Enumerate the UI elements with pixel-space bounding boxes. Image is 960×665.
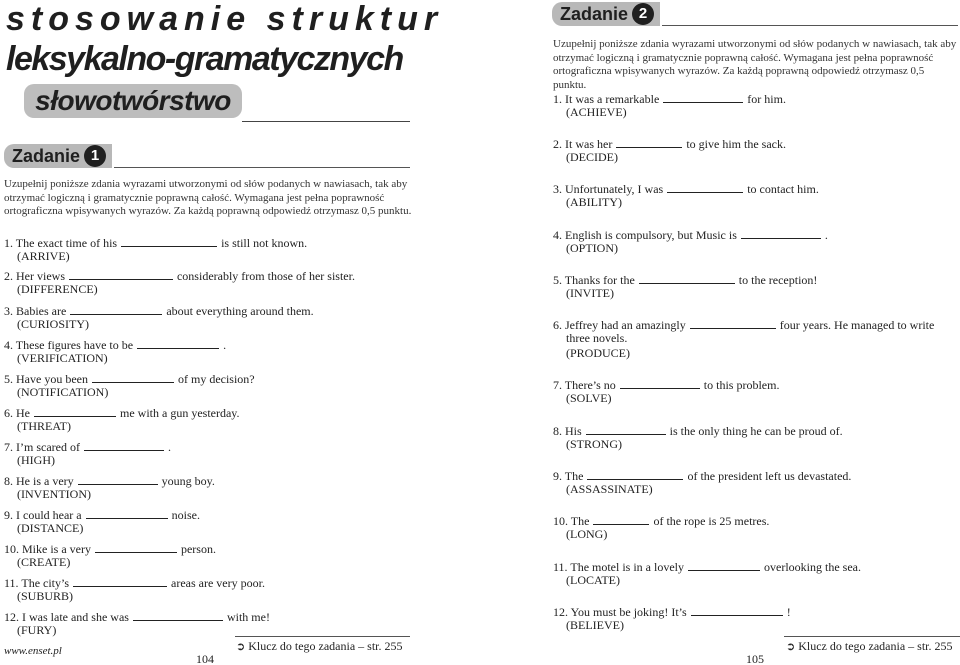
chapter-title-line1: stosowanie struktur	[6, 0, 444, 38]
header-divider	[242, 121, 410, 122]
exercise-hint: (THREAT)	[17, 419, 71, 433]
exercise-item: 2. Her views considerably from those of her sister. (DIFFERENCE)	[4, 269, 355, 296]
footer-divider	[235, 636, 410, 637]
exercise-item: 11. The motel is in a lovely overlooking the sea. (LOCATE)	[553, 560, 861, 587]
answer-blank[interactable]	[95, 543, 177, 553]
answer-blank[interactable]	[69, 270, 173, 280]
exercise-item: 8. His is the only thing he can be proud of. (STRONG)	[553, 424, 843, 451]
exercise-hint: (LOCATE)	[566, 573, 620, 587]
exercise-item: 8. He is a very young boy. (INVENTION)	[4, 474, 215, 501]
exercise-item: 11. The city’s areas are very poor. (SUBURB)	[4, 576, 265, 603]
publisher-website[interactable]: www.enset.pl	[4, 645, 62, 657]
arrow-right-icon: ➲	[236, 640, 246, 653]
exercise-hint: (HIGH)	[17, 453, 55, 467]
answer-blank[interactable]	[84, 441, 164, 451]
exercise-item: 9. I could hear a noise. (DISTANCE)	[4, 508, 200, 535]
task-2-instructions: Uzupełnij poniższe zdania wyrazami utworzonymi od słów podanych w nawiasach, tak aby otrzymać logiczną i gramatycznie poprawną całość. Wymagana jest pełna poprawność ortograficzna wpisywanych wyrazów. Za każdą poprawną odpowiedź otrzymasz 0,5 punktu.	[553, 38, 957, 91]
exercise-item: 5. Thanks for the to the reception! (INVITE)	[553, 273, 818, 300]
exercise-hint: (BELIEVE)	[566, 618, 624, 632]
exercise-item: 5. Have you been of my decision? (NOTIFICATION)	[4, 372, 255, 399]
exercise-hint: (ASSASSINATE)	[566, 482, 653, 496]
page-number: 104	[196, 652, 214, 665]
answer-blank[interactable]	[741, 229, 821, 239]
exercise-item: 12. I was late and she was with me! (FURY)	[4, 610, 270, 637]
exercise-hint: (SUBURB)	[17, 589, 74, 603]
chapter-title-line2: leksykalno-gramatycznych	[6, 40, 403, 78]
answer-blank[interactable]	[667, 183, 743, 193]
exercise-hint: (DIFFERENCE)	[17, 282, 98, 296]
exercise-hint: (DISTANCE)	[17, 521, 84, 535]
answer-key-link[interactable]: ➲ Klucz do tego zadania – str. 255	[236, 639, 403, 653]
answer-blank[interactable]	[587, 470, 683, 480]
answer-blank[interactable]	[73, 577, 167, 587]
exercise-hint: (LONG)	[566, 527, 608, 541]
task-2-divider	[662, 25, 958, 26]
exercise-item: 4. These figures have to be . (VERIFICATION)	[4, 338, 227, 365]
exercise-hint: (FURY)	[17, 623, 57, 637]
answer-blank[interactable]	[34, 407, 116, 417]
answer-blank[interactable]	[639, 274, 735, 284]
exercise-item: 7. There’s no to this problem. (SOLVE)	[553, 378, 780, 405]
answer-blank[interactable]	[133, 611, 223, 621]
exercise-item: 10. The of the rope is 25 metres. (LONG)	[553, 514, 770, 541]
exercise-hint-continuation: three novels.	[566, 331, 628, 345]
answer-blank[interactable]	[121, 237, 217, 247]
exercise-hint: (ABILITY)	[566, 195, 622, 209]
exercise-hint: (VERIFICATION)	[17, 351, 108, 365]
exercise-item: 3. Unfortunately, I was to contact him. (ABILITY)	[553, 182, 819, 209]
exercise-item: 10. Mike is a very person. (CREATE)	[4, 542, 216, 569]
exercise-hint: (NOTIFICATION)	[17, 385, 109, 399]
footer-divider	[784, 636, 960, 637]
exercise-hint: (INVITE)	[566, 286, 614, 300]
exercise-item: 12. You must be joking! It’s ! (BELIEVE)	[553, 605, 791, 632]
answer-blank[interactable]	[70, 305, 162, 315]
answer-blank[interactable]	[620, 379, 700, 389]
exercise-hint: (PRODUCE)	[566, 346, 631, 360]
exercise-item: 4. English is compulsory, but Music is . (OPTION)	[553, 228, 828, 255]
answer-blank[interactable]	[78, 475, 158, 485]
answer-blank[interactable]	[137, 339, 219, 349]
task-2-number: 2	[632, 3, 654, 25]
exercise-item: 9. The of the president left us devastated. (ASSASSINATE)	[553, 469, 852, 496]
exercise-hint: (OPTION)	[566, 241, 618, 255]
task-2-badge	[552, 2, 660, 26]
exercise-hint: (SOLVE)	[566, 391, 612, 405]
exercise-hint: (CREATE)	[17, 555, 71, 569]
answer-blank[interactable]	[690, 319, 776, 329]
exercise-item: 2. It was her to give him the sack. (DECIDE)	[553, 137, 786, 164]
exercise-hint: (ACHIEVE)	[566, 105, 627, 119]
left-page	[0, 0, 470, 665]
answer-blank[interactable]	[688, 561, 760, 571]
answer-blank[interactable]	[663, 93, 743, 103]
exercise-hint: (STRONG)	[566, 437, 622, 451]
answer-blank[interactable]	[86, 509, 168, 519]
page-number: 105	[746, 652, 764, 665]
answer-blank[interactable]	[92, 373, 174, 383]
right-page	[480, 0, 960, 665]
exercise-item: 6. He me with a gun yesterday. (THREAT)	[4, 406, 240, 433]
exercise-item: 1. The exact time of his is still not known. (ARRIVE)	[4, 236, 308, 263]
task-2-label: Zadanie	[560, 4, 629, 24]
exercise-hint: (INVENTION)	[17, 487, 91, 501]
answer-blank[interactable]	[586, 425, 666, 435]
exercise-hint: (CURIOSITY)	[17, 317, 89, 331]
task-1-badge	[4, 144, 112, 168]
chapter-subtitle-badge: słowotwórstwo	[24, 84, 242, 118]
exercise-hint: (DECIDE)	[566, 150, 618, 164]
exercise-item: 1. It was a remarkable for him. (ACHIEVE)	[553, 92, 786, 119]
answer-blank[interactable]	[616, 138, 682, 148]
answer-blank[interactable]	[691, 606, 783, 616]
task-1-instructions: Uzupełnij poniższe zdania wyrazami utworzonymi od słów podanych w nawiasach, tak aby otrzymać logiczną i gramatycznie poprawną całość. Wymagana jest pełna poprawność ortograficzna wpisywanych wyrazów. Za każdą poprawną odpowiedź otrzymasz 0,5 punktu.	[4, 178, 412, 217]
exercise-hint: (ARRIVE)	[17, 249, 70, 263]
task-1-number: 1	[84, 145, 106, 167]
answer-blank[interactable]	[593, 515, 649, 525]
task-1-label: Zadanie	[12, 146, 81, 166]
exercise-item: 3. Babies are about everything around them. (CURIOSITY)	[4, 304, 314, 331]
exercise-item: 7. I’m scared of . (HIGH)	[4, 440, 171, 467]
arrow-right-icon: ➲	[786, 640, 796, 653]
answer-key-link[interactable]: ➲ Klucz do tego zadania – str. 255	[786, 639, 953, 653]
exercise-item: 6. Jeffrey had an amazingly four years. He managed to write three novels. (PRODUCE)	[553, 318, 935, 360]
task-1-divider	[114, 167, 410, 168]
